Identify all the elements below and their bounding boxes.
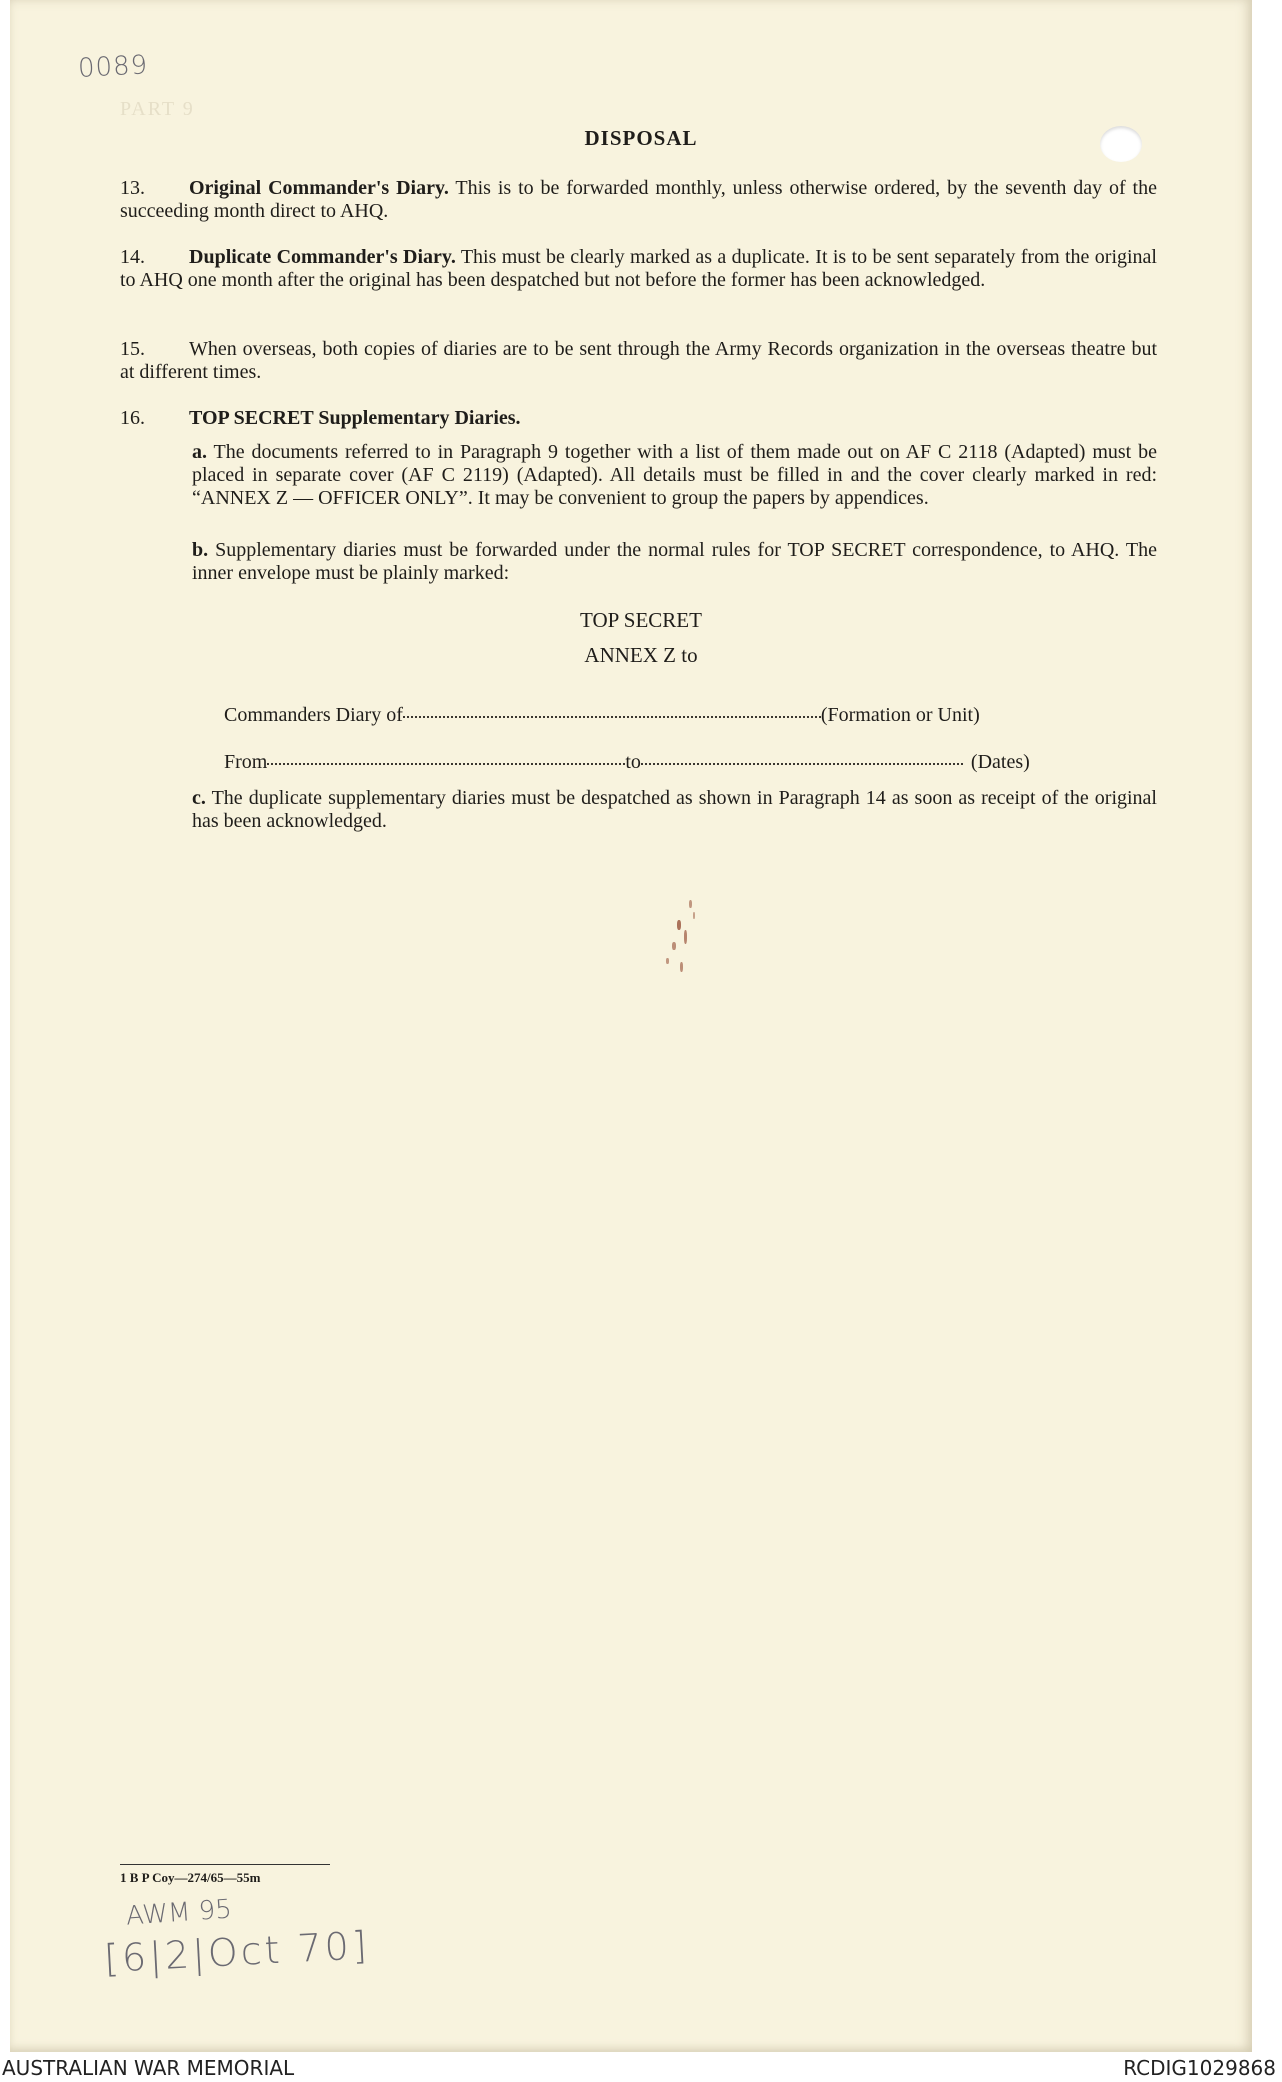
paragraph-13 [120, 177, 1157, 223]
handwritten-reference: AWM 95 [125, 1894, 233, 1932]
subparagraph-label: b. [192, 539, 209, 561]
faint-header: PART 9 [120, 98, 195, 120]
paragraph-number: 15. [120, 338, 145, 360]
subparagraph-a [192, 441, 1157, 510]
subparagraph-label: a. [192, 441, 207, 463]
record-id-caption: RCDIG1029868 [1123, 2056, 1276, 2080]
paragraph-text: When overseas, both copies of diaries are to be sent through the Army Records organization in the overseas theatre but at different times. [120, 338, 1157, 383]
archive-caption: AUSTRALIAN WAR MEMORIAL [2, 2056, 295, 2080]
paragraph-15 [120, 338, 1157, 384]
page-title: DISPOSAL [584, 126, 698, 150]
subparagraph-c [192, 787, 1157, 833]
paragraph-14 [120, 246, 1157, 292]
subparagraph-text: The duplicate supplementary diaries must be despatched as shown in Paragraph 14 as soon as receipt of the original has been acknowledged. [192, 787, 1157, 832]
subparagraph-b [192, 539, 1157, 585]
paragraph-number: 14. [120, 246, 145, 268]
paragraph-number: 13. [120, 177, 145, 199]
handwritten-date: [6|2|Oct 70] [103, 1923, 371, 1981]
fill-in-dots [403, 715, 821, 718]
paragraph-title: TOP SECRET Supplementary Diaries. [189, 407, 521, 429]
subparagraph-label: c. [192, 787, 206, 809]
to-label: to [625, 751, 641, 773]
diary-of-line [224, 704, 980, 727]
diary-label: Commanders Diary of [224, 704, 403, 726]
envelope-marking-top-secret: TOP SECRET [580, 608, 702, 632]
fill-in-dots [641, 762, 963, 765]
dates-line [224, 751, 1030, 774]
paragraph-text: This must be clearly marked as a duplicate. It is to be sent separately from the original to AHQ one month after the original has been despatched but not before the former has been acknowledged. [120, 246, 1157, 291]
paragraph-title: Original Commander's Diary. [189, 177, 449, 199]
envelope-marking-annex: ANNEX Z to [584, 643, 698, 667]
footer-rule [120, 1864, 330, 1865]
print-code: 1 B P Coy—274/65—55m [120, 1870, 261, 1885]
paragraph-text: This is to be forwarded monthly, unless otherwise ordered, by the seventh day of the succeeding month direct to AHQ. [120, 177, 1157, 222]
paragraph-number: 16. [120, 407, 145, 429]
subparagraph-text: Supplementary diaries must be forwarded under the normal rules for TOP SECRET correspondence, to AHQ. The inner envelope must be plainly marked: [192, 539, 1157, 584]
from-label: From [224, 751, 268, 773]
fill-in-dots [267, 762, 625, 765]
subparagraph-text: The documents referred to in Paragraph 9 together with a list of them made out on AF C 2118 (Adapted) must be placed in separate cover (AF C 2119) (Adapted). All details must be filled in and the cover clearly marked in red: “ANNEX Z — OFFICER ONLY”. It may be convenient to group the papers by appendices. [192, 441, 1157, 509]
document-page [10, 0, 1252, 2052]
paragraph-16 [120, 407, 1157, 430]
archive-number: 0089 [77, 50, 149, 84]
dates-suffix: (Dates) [970, 751, 1030, 773]
paragraph-title: Duplicate Commander's Diary. [189, 246, 456, 268]
diary-suffix: (Formation or Unit) [820, 704, 980, 726]
